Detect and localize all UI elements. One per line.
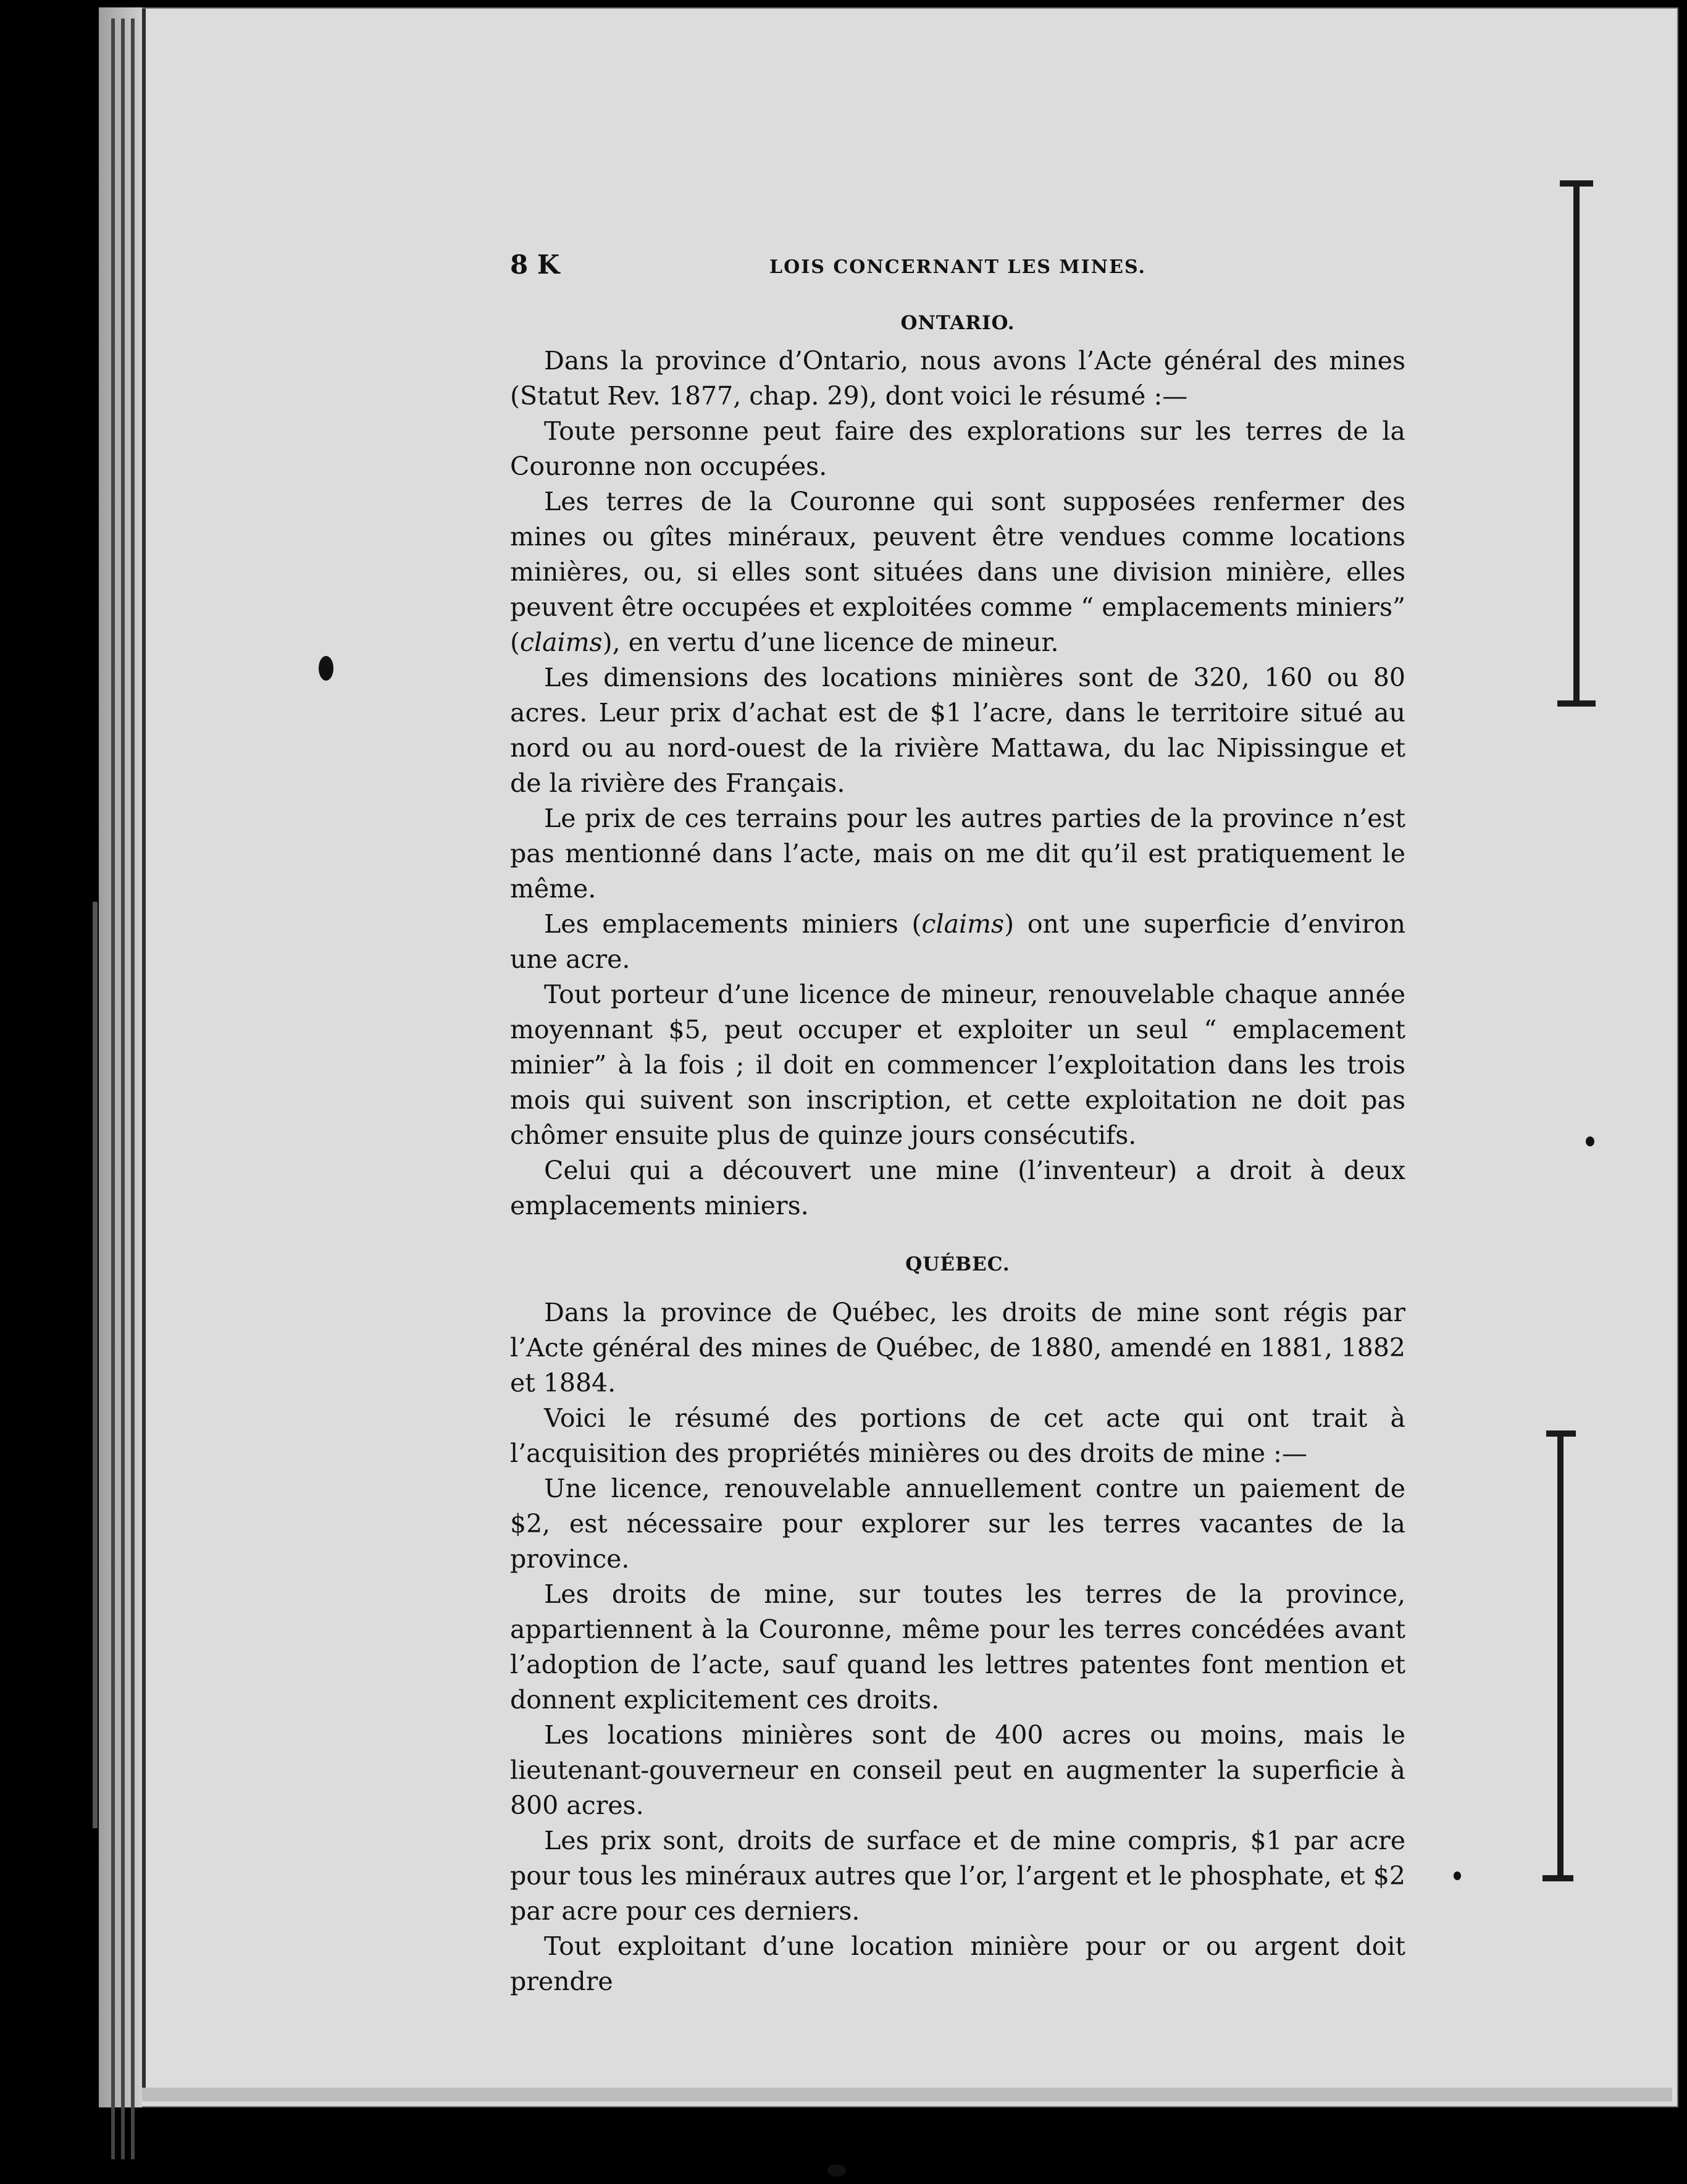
margin-bracket-bar xyxy=(1557,1434,1564,1879)
paragraph: Dans la province de Québec, les droits de mine sont régis par l’Acte général des mines de Québec, de 1880, amendé en 1881, 1882 et 1884. xyxy=(510,1298,1405,1398)
page-bottom-edge xyxy=(142,2088,1672,2101)
section-title-ontario: ONTARIO. xyxy=(900,312,1015,334)
paragraph: Les locations minières sont de 400 acres ou moins, mais le lieutenant-gouverneur en conseil peut en augmenter la superficie à 800 acres. xyxy=(510,1720,1405,1820)
page-text xyxy=(510,235,1405,1999)
paragraph: Le prix de ces terrains pour les autres parties de la province n’est pas mentionné dans l’acte, mais on me dit qu’il est pratiquement le même. xyxy=(510,804,1405,904)
paragraph: Une licence, renouvelable annuellement contre un paiement de $2, est nécessaire pour explorer sur les terres vacantes de la province. xyxy=(510,1474,1405,1574)
italic-term: claims xyxy=(520,628,603,657)
margin-bracket-cap xyxy=(1543,1875,1573,1881)
paragraph: Les dimensions des locations minières sont de 320, 160 ou 80 acres. Leur prix d’achat est de $1 l’acre, dans le territoire situé au nord ou au nord-ouest de la rivière Mattawa, du lac Nipissingue et de la rivière des Français. xyxy=(510,663,1405,798)
paragraph: Les droits de mine, sur toutes les terres de la province, appartiennent à la Couronne, même pour les terres concédées avant l’adoption de l’acte, sauf quand les lettres patentes font mention et donnent explicitement ces droits. xyxy=(510,1579,1405,1715)
paragraph: Voici le résumé des portions de cet acte qui ont trait à l’acquisition des propriétés minières ou des droits de mine :— xyxy=(510,1403,1405,1468)
margin-blot xyxy=(319,656,333,681)
paragraph: Celui qui a découvert une mine (l’inventeur) a droit à deux emplacements miniers. xyxy=(510,1156,1405,1220)
binding-strip xyxy=(93,902,98,1828)
paragraph: Les emplacements miniers (claims) ont une superficie d’environ une acre. xyxy=(510,909,1405,974)
page-edge-line xyxy=(121,19,125,2159)
page-edge-line xyxy=(131,19,135,2159)
page-edge-line xyxy=(111,19,115,2159)
paragraph: Les terres de la Couronne qui sont supposées renfermer des mines ou gîtes minéraux, peuvent être vendues comme locations minières, ou, si elles sont situées dans une division minière, elles peuvent être occupées et exploitées comme “ emplacements miniers” (claims), en vertu d’une licence de mineur. xyxy=(510,487,1405,657)
margin-bracket-cap xyxy=(1560,180,1593,187)
page-binding xyxy=(99,7,142,2107)
running-head xyxy=(510,235,1405,303)
margin-blot xyxy=(827,2164,846,2177)
section-title-quebec: QUÉBEC. xyxy=(905,1253,1010,1275)
paragraph: Dans la province d’Ontario, nous avons l’Acte général des mines (Statut Rev. 1877, chap. 29), dont voici le résumé :— xyxy=(510,346,1405,411)
margin-bracket-cap xyxy=(1557,700,1596,707)
paragraph: Tout porteur d’une licence de mineur, renouvelable chaque année moyennant $5, peut occuper et exploiter un seul “ emplacement minier” à la fois ; il doit en commencer l’exploitation dans les trois mois qui suivent son inscription, et cette exploitation ne doit pas chômer ensuite plus de quinze jours consécutifs. xyxy=(510,980,1405,1150)
margin-bracket-cap xyxy=(1546,1430,1576,1437)
margin-dot xyxy=(1586,1136,1594,1146)
page-number: 8 K xyxy=(510,250,560,280)
paragraph: Les prix sont, droits de surface et de mine compris, $1 par acre pour tous les minéraux autres que l’or, l’argent et le phosphate, et $2 par acre pour ces derniers. xyxy=(510,1826,1405,1926)
margin-dot xyxy=(1454,1871,1461,1880)
paragraph: Tout exploitant d’une location minière pour or ou argent doit prendre xyxy=(510,1931,1405,1996)
running-title: LOIS CONCERNANT LES MINES. xyxy=(769,256,1146,278)
italic-term: claims xyxy=(921,909,1005,939)
margin-bracket-bar xyxy=(1573,185,1580,704)
paragraph: Toute personne peut faire des explorations sur les terres de la Couronne non occupées. xyxy=(510,416,1405,481)
